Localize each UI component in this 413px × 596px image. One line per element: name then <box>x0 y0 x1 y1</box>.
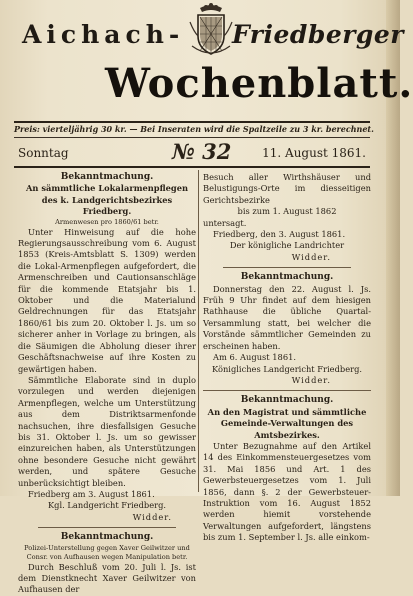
notice-1-paragraph-1: Unter Hinweisung auf die hohe Regierungsausschreibung vom 6. August 1853 (Kreis-Amtsblatt S. 1309) werden die Lokal-Armenpflegen aufgefordert, die Armenschreiben und Cautionsanschläge für die kommende Etatsjahr bis 1. Oktober und die Materialund Geldrechnungen für das Etatsjahr 1860/61 bis zum 20. Oktober l. Js. um so sicherer anher in Vorlage zu bringen, als die Säumigen die Abholung dieser ihrer Geschäftsnachweise auf ihre Kosten zu gewärtigen haben. <box>18 226 196 374</box>
right-column <box>203 172 371 544</box>
notice-2-heading: Bekanntmachung. <box>60 532 154 543</box>
notice-4-addressee: An den Magistrat und sämmtliche Gemeinde-Verwaltungen des Amtsbezirkes. <box>207 406 367 440</box>
notice-4-paragraph: Unter Bezugnahme auf den Artikel 14 des Einkommensteuergesetzes vom 31. Mai 1856 und Art. 1 des Gewerbsteuergesetzes vom 1. Juli 1856, dann §. 2 der Gewerbsteuer-Instruktion vom 16. August 1852 werden hiemit vorstehende Verwaltungen aufgefordert, längstens bis zum 1. September l. Js. alle einkom- <box>203 440 371 543</box>
notice-1-paragraph-2: Sämmtliche Elaborate sind in duplo vorzulegen und werden diejenigen Armenpflegen, welche um Unterstützung aus dem Distriktsarmenfonde nachsuchen, ihre diesfallsigen Gesuche bis 31. Oktober l. Js. um so gewisser einzureichen haben, als Unterstützungen ohne besondere Gesuche nicht gewährt werden, und spätere Gesuche unberücksichtigt bleiben. <box>18 374 196 488</box>
left-column <box>18 172 196 596</box>
issue-number: № 32 <box>172 139 232 164</box>
notice-1-addressee: An sämmtliche Lokalarmenpflegen des k. Landgerichtsbezirkes Friedberg. <box>25 183 189 217</box>
notice-separator <box>38 527 176 528</box>
notice-separator <box>203 390 371 391</box>
masthead-rule-top <box>14 121 370 123</box>
masthead-title-main: Wochenblatt. <box>105 60 413 107</box>
masthead-title-right: Friedberger <box>232 20 404 49</box>
masthead-rule-middle <box>14 137 370 138</box>
masthead <box>10 2 413 124</box>
issue-day: Sonntag <box>18 146 69 160</box>
masthead-title-left: Aichach- <box>22 20 185 49</box>
dateline <box>14 141 370 163</box>
notice-continued-place-date: Friedberg, den 3. August 1861. <box>213 229 346 240</box>
column-divider <box>198 170 199 492</box>
notice-continued-signature: Widder. <box>291 251 331 262</box>
notice-1-authority: Kgl. Landgericht Friedberg. <box>47 500 167 511</box>
notice-1-topic: Armenwesen pro 1860/61 betr. <box>55 217 159 226</box>
coat-of-arms-icon <box>186 2 236 60</box>
notice-1-heading: Bekanntmachung. <box>60 172 154 182</box>
notice-1-place-date: Friedberg am 3. August 1861. <box>28 488 155 499</box>
notice-separator <box>223 267 351 268</box>
notice-continued-paragraph: Besuch aller Wirthshäuser und Belustigungs-Orte im diesseitigen Gerichtsbezirke <box>203 172 371 205</box>
price-line: Preis: vierteljährig 30 kr. — Bei Inseraten wird die Spaltzeile zu 3 kr. berechnet. <box>14 124 374 134</box>
notice-2-paragraph-1: Durch Beschluß vom 20. Juli l. Js. ist dem Dienstknecht Xaver Geilwitzer von Aufhausen der <box>18 561 196 595</box>
notice-continued-deadline: bis zum 1. August 1862 <box>237 206 337 217</box>
notice-4-heading: Bekanntmachung. <box>240 395 334 406</box>
notice-3-signature: Widder. <box>291 374 331 385</box>
masthead-rule-bottom <box>14 166 370 168</box>
notice-1-signature: Widder. <box>132 511 172 522</box>
notice-3-paragraph: Donnerstag den 22. August l. Js. Früh 9 Uhr findet auf dem hiesigen Rathhause die übliche Quartal-Versammlung statt, bei welcher die Vorstände sämmtlicher Gemeinden zu erscheinen haben. <box>203 283 371 351</box>
notice-3-authority: Königliches Landgericht Friedberg. <box>211 363 363 374</box>
notice-3-heading: Bekanntmachung. <box>240 272 334 283</box>
notice-continued-tail: untersagt. <box>203 217 247 228</box>
notice-2-topic: Polizei-Unterstellung gegen Xaver Geilwitzer und Consr. von Aufhausen wegen Manipulation betr. <box>24 543 190 561</box>
issue-date: 11. August 1861. <box>262 146 366 160</box>
notice-continued-authority: Der königliche Landrichter <box>229 240 345 251</box>
notice-3-place-date: Am 6. August 1861. <box>213 352 297 363</box>
